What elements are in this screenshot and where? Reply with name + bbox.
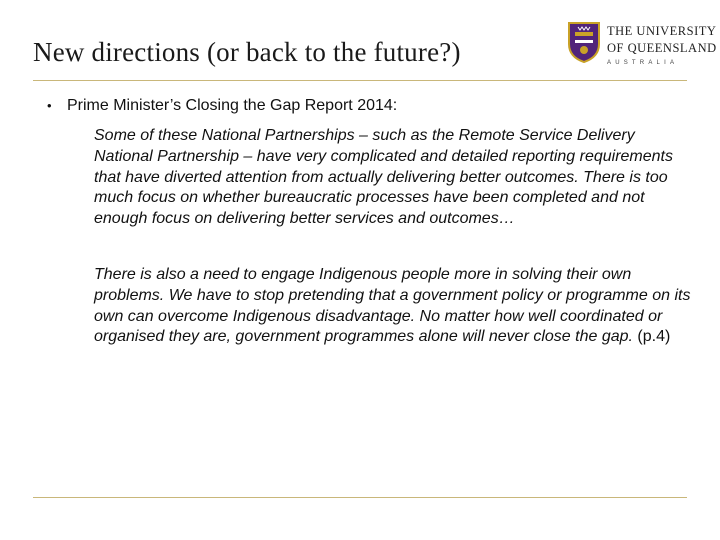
slide-title: New directions (or back to the future?): [33, 37, 461, 67]
bullet-text: Prime Minister’s Closing the Gap Report 2014:: [67, 97, 398, 114]
title-divider: [33, 80, 687, 81]
quote-paragraph-1: Some of these National Partnerships – such as the Remote Service Delivery National Partnership – have very complicated and detailed reporting requirements that have diverted attention from actually delivering better outcomes. There is too much focus on whether bureaucratic processes have been completed and not enough focus on delivering better services and outcomes…: [94, 127, 673, 228]
logo-text-line2: OF QUEENSLAND: [607, 41, 717, 55]
logo-text-line1: THE UNIVERSITY: [607, 24, 717, 38]
logo-text-line3: AUSTRALIA: [607, 60, 679, 66]
page-reference: (p.4): [637, 328, 671, 346]
crest-icon: [566, 20, 602, 64]
quote-paragraph-2-text: There is also a need to engage Indigenous people more in solving their own problems. We have to stop pretending that a government policy or programme on its own can overcome Indigenous disadvantage. No matter how well coordinated or organised they are, government programmes alone will never close the gap.: [94, 266, 691, 346]
bullet-marker: •: [47, 98, 52, 113]
footer-divider: [33, 497, 687, 498]
university-logo: [566, 20, 717, 76]
bullet-item: [47, 97, 397, 115]
quote-paragraph-2: [94, 265, 694, 348]
